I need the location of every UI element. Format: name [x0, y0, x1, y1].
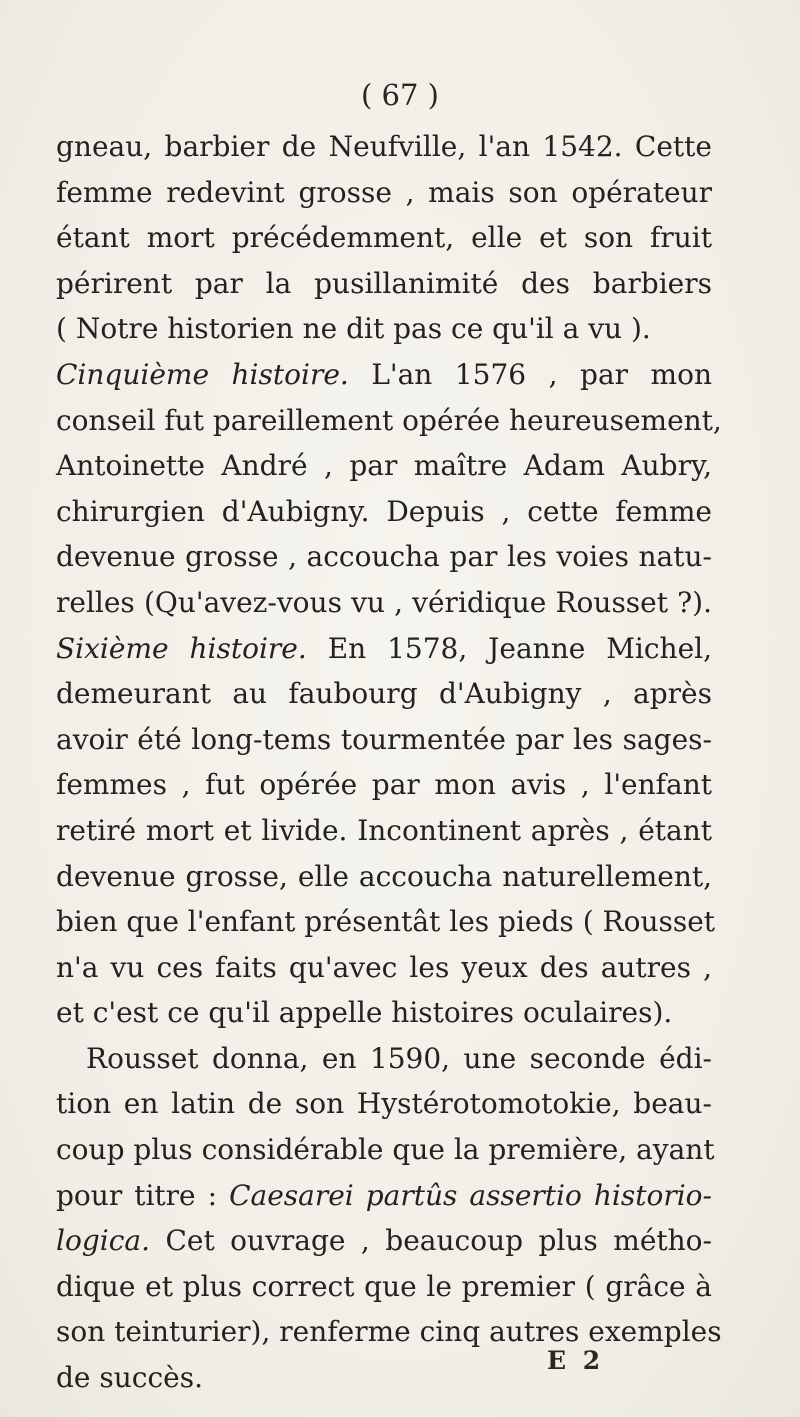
text-segment: pour titre :	[56, 1178, 230, 1212]
text-segment: n'a vu ces faits qu'avec les yeux des autres ,	[56, 950, 712, 984]
text-line	[56, 398, 722, 444]
text-segment: bien que l'enfant présentât les pieds ( Rousset	[56, 905, 716, 939]
text-segment: de succès.	[56, 1361, 203, 1395]
text-line	[56, 1127, 715, 1173]
text-line	[56, 580, 712, 626]
italic-heading: logica.	[56, 1224, 150, 1258]
text-segment: devenue grosse , accoucha par les voies natu-	[56, 540, 712, 574]
text-line	[56, 1218, 712, 1264]
text-line	[56, 1309, 722, 1355]
text-segment: gneau, barbier de Neufville, l'an 1542. Cette	[56, 130, 712, 163]
text-segment: Rousset donna, en 1590, une seconde édi-	[86, 1041, 712, 1075]
text-line	[56, 762, 712, 808]
text-segment: avoir été long-tems tourmentée par les sages-	[56, 722, 712, 756]
text-line	[56, 808, 712, 854]
text-segment: En 1578, Jeanne Michel,	[306, 631, 712, 665]
text-segment: étant mort précédemment, elle et son fruit	[56, 221, 712, 255]
text-line	[56, 671, 712, 717]
text-segment: son teinturier), renferme cinq autres exemples	[56, 1315, 722, 1349]
text-line	[56, 215, 712, 261]
text-line	[56, 261, 712, 307]
text-line	[56, 534, 712, 580]
text-line	[56, 1173, 712, 1219]
text-line	[56, 990, 712, 1036]
text-segment: périrent par la pusillanimité des barbiers	[56, 266, 712, 300]
text-segment: coup plus considérable que la première, ayant	[56, 1133, 715, 1167]
text-segment: L'an 1576 , par mon	[348, 357, 712, 391]
text-segment: femme redevint grosse , mais son opérateur	[56, 175, 712, 209]
text-line	[56, 306, 712, 352]
page-number: ( 67 )	[361, 78, 439, 112]
text-segment: devenue grosse, elle accoucha naturellement,	[56, 859, 712, 893]
italic-heading: Caesarei partûs assertio historio-	[229, 1178, 712, 1212]
text-line	[56, 899, 716, 945]
text-segment: conseil fut pareillement opérée heureusement,	[56, 403, 722, 437]
text-line	[56, 124, 712, 170]
text-segment: relles (Qu'avez-vous vu , véridique Rousset ?).	[56, 585, 712, 619]
body-text	[56, 124, 722, 1401]
text-line	[56, 170, 712, 216]
text-segment: dique et plus correct que le premier ( grâce à	[56, 1269, 712, 1303]
text-line	[56, 352, 712, 398]
text-segment: ( Notre historien ne dit pas ce qu'il a vu ).	[56, 312, 651, 346]
text-segment: femmes , fut opérée par mon avis , l'enfant	[56, 768, 712, 802]
text-line	[56, 1081, 712, 1127]
text-segment: chirurgien d'Aubigny. Depuis , cette femme	[56, 494, 712, 528]
text-line	[56, 489, 712, 535]
text-line	[56, 854, 712, 900]
signature-mark: E 2	[547, 1346, 605, 1375]
text-segment: Antoinette André , par maître Adam Aubry,	[56, 449, 712, 483]
text-line	[56, 1264, 712, 1310]
text-line	[56, 626, 712, 672]
text-line	[56, 1355, 712, 1401]
italic-heading: Cinquième histoire.	[56, 357, 349, 391]
text-line	[56, 945, 712, 991]
text-segment: Cet ouvrage , beaucoup plus métho-	[149, 1224, 712, 1258]
text-segment: demeurant au faubourg d'Aubigny , après	[56, 677, 712, 711]
text-line	[56, 443, 712, 489]
text-line	[56, 717, 712, 763]
text-line	[56, 1036, 712, 1082]
text-segment: retiré mort et livide. Incontinent après , étant	[56, 813, 712, 847]
text-segment: et c'est ce qu'il appelle histoires oculaires).	[56, 996, 673, 1030]
text-segment: tion en latin de son Hystérotomotokie, beau-	[56, 1087, 712, 1121]
italic-heading: Sixième histoire.	[56, 631, 307, 665]
